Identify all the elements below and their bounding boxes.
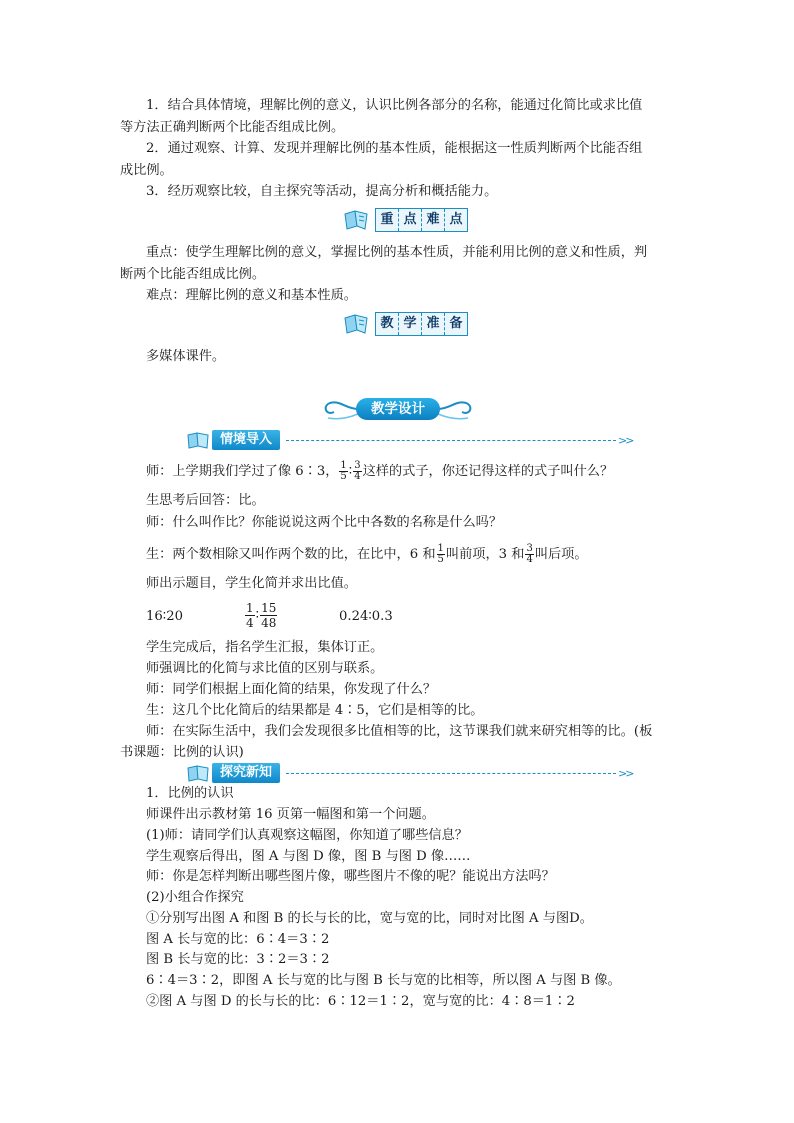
explore-line-11: ②图 A 与图 D 的长与长的比：6∶12＝1∶2，宽与宽的比：4∶8＝1∶2 (146, 994, 575, 1009)
explore-line-1: 1．比例的认识 (146, 786, 234, 801)
goal-2-line-1: 2．通过观察、计算、发现并理解比例的基本性质，能根据这一性质判断两个比能否组 (146, 141, 643, 156)
dashed-rule (286, 440, 616, 441)
intro-tag (186, 430, 632, 450)
explore-tag-label: 探究新知 (212, 763, 280, 783)
book-icon (343, 312, 371, 336)
example-1: 16∶20 (146, 609, 183, 624)
intro-line-6: 学生完成后，指名学生汇报，集体订正。 (146, 640, 384, 655)
goal-1-line-2: 等方法正确判断两个比能否组成比例。 (120, 120, 345, 135)
example-3: 0.24∶0.3 (339, 609, 393, 624)
heading-char: 点 (449, 212, 463, 227)
preparation-heading (343, 312, 468, 336)
heading-char: 准 (422, 313, 445, 335)
intro-line-1: 师：上学期我们学过了像 6∶3， $\frac{1}{5}$ ∶ $\frac{3}{4}$ 这样的式子，你还记得这样的式子叫什么？ (146, 460, 614, 482)
book-icon (186, 430, 212, 450)
heading-char: 学 (399, 313, 422, 335)
fraction: $\frac{1}{5}$ (437, 543, 444, 565)
key-line-1: 重点：使学生理解比例的意义，掌握比例的基本性质，并能利用比例的意义和性质，判 (146, 245, 648, 260)
intro-line-4: 生：两个数相除又叫作两个数的比，在比中，6 和 $\frac{1}{5}$ 叫前项，3 和 $\frac{3}{4}$ 叫后项。 (146, 543, 588, 565)
intro-line-5: 师出示题目，学生化简并求出比值。 (146, 576, 357, 591)
fraction: $\frac{3}{4}$ (354, 460, 361, 482)
preparation-text: 多媒体课件。 (146, 349, 226, 364)
heading-char: 重 (376, 209, 399, 231)
explore-line-4: 学生观察后得出，图 A 与图 D 像，图 B 与图 D 像…… (146, 849, 471, 864)
intro-line-7: 师强调比的化简与求比值的区别与联系。 (146, 661, 384, 676)
goal-2-line-2: 成比例。 (120, 163, 173, 178)
heading-char: 难 (422, 209, 445, 231)
intro-line-2: 生思考后回答：比。 (146, 493, 265, 508)
explore-tag (186, 763, 632, 783)
heading-char: 教 (376, 313, 399, 335)
explore-line-7: ①分别写出图 A 和图 B 的长与长的比，宽与宽的比，同时对比图 A 与图D。 (146, 911, 593, 926)
book-icon (186, 763, 212, 783)
banner-label: 教学设计 (356, 398, 440, 420)
fraction: $\frac{1}{4}$ (246, 601, 254, 630)
explore-line-9: 图 B 长与宽的比：3∶2＝3∶2 (146, 952, 330, 967)
explore-line-5: 师：你是怎样判断出哪些图片像，哪些图片不像的呢？能说出方法吗？ (146, 869, 555, 884)
intro-line-10: 师：在实际生活中，我们会发现很多比值相等的比，这节课我们就来研究相等的比。(板 (146, 724, 653, 739)
double-chevron-icon: >> (618, 433, 633, 447)
goal-3: 3．经历观察比较，自主探究等活动，提高分析和概括能力。 (146, 184, 498, 199)
fraction: $\frac{15}{48}$ (261, 601, 277, 630)
goal-1-line-1: 1．结合具体情境，理解比例的意义，认识比例各部分的名称，能通过化简比或求比值 (146, 98, 643, 113)
teaching-design-banner (318, 394, 478, 424)
explore-line-10: 6∶4＝3∶2，即图 A 长与宽的比与图 B 长与宽的比相等，所以图 A 与图 B 像。 (146, 973, 621, 988)
double-chevron-icon: >> (618, 766, 633, 780)
fraction: $\frac{3}{4}$ (526, 543, 533, 565)
difficulty-line: 难点：理解比例的意义和基本性质。 (146, 288, 357, 303)
intro-tag-label: 情境导入 (212, 430, 280, 450)
key-points-heading (343, 208, 468, 232)
heading-char: 点 (399, 209, 422, 231)
intro-line-3: 师：什么叫作比？你能说说这两个比中各数的名称是什么吗？ (146, 515, 503, 530)
explore-line-6: (2)小组合作探究 (146, 890, 244, 905)
example-2: $\frac{1}{4}$ ∶ $\frac{15}{48}$ (246, 601, 277, 630)
heading-char: 备 (449, 316, 463, 331)
key-line-2: 断两个比能否组成比例。 (120, 267, 266, 282)
book-icon (343, 208, 371, 232)
explore-line-3: (1)师：请同学们认真观察这幅图，你知道了哪些信息？ (146, 828, 468, 843)
intro-line-8: 师：同学们根据上面化简的结果，你发现了什么？ (146, 682, 437, 697)
intro-line-9: 生：这几个比化简后的结果都是 4∶5，它们是相等的比。 (146, 703, 484, 718)
fraction: $\frac{1}{5}$ (340, 460, 347, 482)
intro-line-10-cont: 书课题：比例的认识) (120, 745, 244, 760)
explore-line-8: 图 A 长与宽的比：6∶4＝3∶2 (146, 932, 330, 947)
dashed-rule (286, 773, 616, 774)
explore-line-2: 师课件出示教材第 16 页第一幅图和第一个问题。 (146, 807, 435, 822)
